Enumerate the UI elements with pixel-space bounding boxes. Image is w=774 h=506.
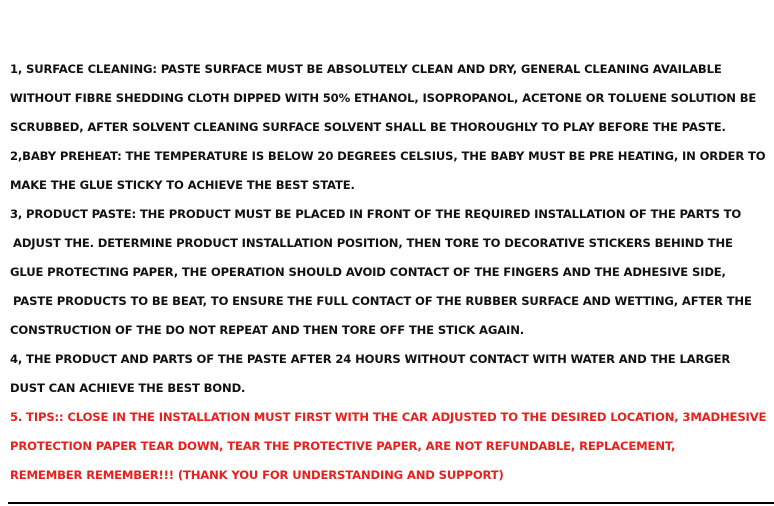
instruction-line: CONSTRUCTION OF THE DO NOT REPEAT AND THEN TORE OFF THE STICK AGAIN. [10, 323, 525, 337]
tip-line: REMEMBER REMEMBER!!! (THANK YOU FOR UNDERSTANDING AND SUPPORT) [10, 468, 504, 482]
instruction-line: 2,BABY PREHEAT: THE TEMPERATURE IS BELOW 20 DEGREES CELSIUS, THE BABY MUST BE PRE HEATING, IN ORDER TO [10, 149, 766, 163]
instruction-line: 4, THE PRODUCT AND PARTS OF THE PASTE AFTER 24 HOURS WITHOUT CONTACT WITH WATER AND THE LARGER [10, 352, 731, 366]
instruction-line: MAKE THE GLUE STICKY TO ACHIEVE THE BEST STATE. [10, 178, 355, 192]
instructions-document [10, 59, 772, 494]
tip-line: 5. TIPS:: CLOSE IN THE INSTALLATION MUST FIRST WITH THE CAR ADJUSTED TO THE DESIRED LOCATION, 3MADHESIVE [10, 410, 767, 424]
instruction-line: 3, PRODUCT PASTE: THE PRODUCT MUST BE PLACED IN FRONT OF THE REQUIRED INSTALLATION OF THE PARTS TO [10, 207, 742, 221]
instruction-line: 1, SURFACE CLEANING: PASTE SURFACE MUST BE ABSOLUTELY CLEAN AND DRY, GENERAL CLEANING AVAILABLE [10, 62, 722, 76]
bottom-divider [8, 502, 774, 504]
tip-line: PROTECTION PAPER TEAR DOWN, TEAR THE PROTECTIVE PAPER, ARE NOT REFUNDABLE, REPLACEMENT, [10, 439, 676, 453]
instruction-line: ADJUST THE. DETERMINE PRODUCT INSTALLATION POSITION, THEN TORE TO DECORATIVE STICKERS BEHIND THE [13, 236, 733, 250]
instruction-line: SCRUBBED, AFTER SOLVENT CLEANING SURFACE SOLVENT SHALL BE THOROUGHLY TO PLAY BEFORE THE PASTE. [10, 120, 726, 134]
instruction-line: DUST CAN ACHIEVE THE BEST BOND. [10, 381, 246, 395]
instruction-line: WITHOUT FIBRE SHEDDING CLOTH DIPPED WITH 50% ETHANOL, ISOPROPANOL, ACETONE OR TOLUENE SOLUTION BE [10, 91, 757, 105]
instruction-line: PASTE PRODUCTS TO BE BEAT, TO ENSURE THE FULL CONTACT OF THE RUBBER SURFACE AND WETTING, AFTER THE [13, 294, 752, 308]
instruction-line: GLUE PROTECTING PAPER, THE OPERATION SHOULD AVOID CONTACT OF THE FINGERS AND THE ADHESIVE SIDE, [10, 265, 726, 279]
